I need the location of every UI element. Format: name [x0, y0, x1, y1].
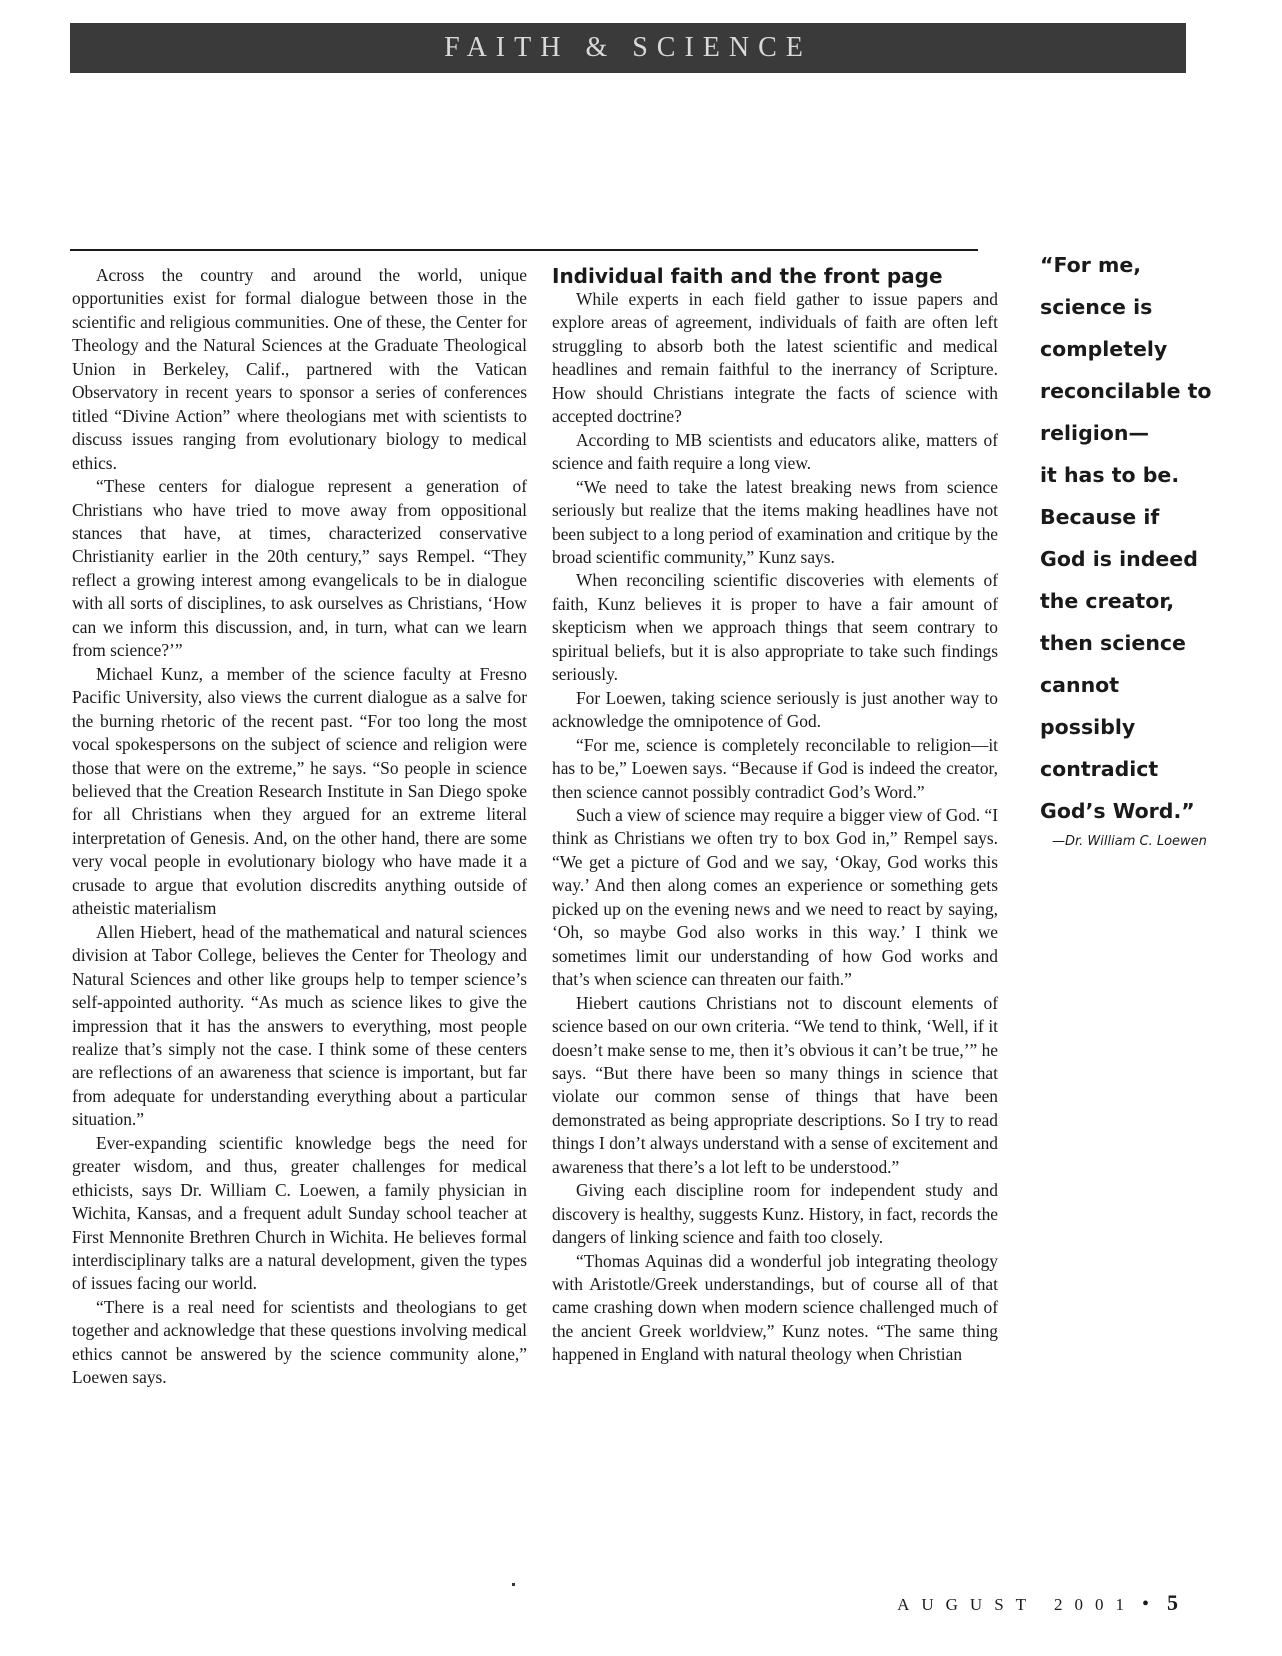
body-paragraph: “There is a real need for scientists and theologians to get together and acknowledge that these questions involving medical ethics cannot be answered by the science community alone,” Loewen says.: [72, 1296, 527, 1388]
body-paragraph: “We need to take the latest breaking news from science seriously but realize that the items making headlines have not been subject to a long period of examination and critique by the broad scientific community,” Kunz says.: [552, 476, 998, 567]
pull-quote-line: science is: [1040, 295, 1153, 319]
article-column-2: [552, 264, 998, 1367]
body-paragraph: For Loewen, taking science seriously is just another way to acknowledge the omnipotence of God.: [552, 687, 998, 732]
pull-quote-line: completely: [1040, 337, 1168, 361]
body-paragraph: Michael Kunz, a member of the science faculty at Fresno Pacific University, also views the current dialogue as a salve for the burning rhetoric of the recent past. “For too long the most vocal spokespersons on the subject of science and religion were those that were on the extreme,” he says. “So people in science believed that the Creation Research Institute in San Diego spoke for all Christians when they argued for an extreme literal interpretation of Genesis. And, on the other hand, there are some very vocal people in evolutionary biology who have made it a crusade to argue that evolution discredits anything outside of atheistic materialism: [72, 663, 527, 919]
body-paragraph: Hiebert cautions Christians not to discount elements of science based on our own criteria. “We tend to think, ‘Well, if it doesn’t make sense to me, then it’s obvious it can’t be true,’” he says. “But there have been so many things in science that violate our common sense of things that have been demonstrated as being appropriate descriptions. So I try to read things I don’t always understand with a sense of excitement and awareness that there’s a lot left to be understood.”: [552, 992, 998, 1177]
pull-quote-line: then science: [1040, 631, 1186, 655]
body-paragraph: Across the country and around the world, unique opportunities exist for formal dialogue between those in the scientific and religious communities. One of these, the Center for Theology and the Natural Sciences at the Graduate Theological Union in Berkeley, Calif., partnered with the Vatican Observatory in recent years to sponsor a series of conferences titled “Divine Action” where theologians met with scientists to discuss issues ranging from evolutionary biology to medical ethics.: [72, 265, 527, 473]
pull-quote-line: “For me,: [1040, 253, 1142, 277]
body-paragraph: While experts in each field gather to issue papers and explore areas of agreement, individuals of faith are often left struggling to absorb both the latest scientific and medical headlines and remain faithful to the inerrancy of Scripture. How should Christians integrate the facts of science with accepted doctrine?: [552, 289, 998, 427]
body-paragraph: Giving each discipline room for independent study and discovery is healthy, suggests Kunz. History, in fact, records the dangers of linking science and faith too closely.: [552, 1180, 998, 1248]
pull-quote: [1040, 244, 1272, 832]
pull-quote-line: it has to be.: [1040, 463, 1180, 487]
body-paragraph: Ever-expanding scientific knowledge begs the need for greater wisdom, and thus, greater challenges for medical ethicists, says Dr. William C. Loewen, a family physician in Wichita, Kansas, and a frequent adult Sunday school teacher at First Mennonite Brethren Church in Wichita. He believes formal interdisciplinary talks are a natural development, given the types of issues facing our world.: [72, 1132, 527, 1294]
body-paragraph: “For me, science is completely reconcilable to religion—it has to be,” Loewen says. “Because if God is indeed the creator, then science cannot possibly contradict God’s Word.”: [552, 734, 998, 802]
page-footer: [897, 1590, 1178, 1616]
pull-quote-line: contradict: [1040, 757, 1159, 781]
pull-quote-attribution: —Dr. William C. Loewen: [1052, 834, 1207, 849]
body-paragraph: According to MB scientists and educators alike, matters of science and faith require a long view.: [552, 429, 998, 474]
pull-quote-line: religion—: [1040, 421, 1149, 445]
article-column-1: [72, 264, 527, 1390]
pull-quote-line: possibly: [1040, 715, 1136, 739]
issue-date: AUGUST 2001: [897, 1595, 1136, 1614]
body-paragraph: Such a view of science may require a bigger view of God. “I think as Christians we often try to box God in,” Rempel says. “We get a picture of God and we say, ‘Okay, God works this way.’ And then along comes an experience or something gets picked up on the evening news and we need to react by saying, ‘Oh, so maybe God also works in this way.’ I think we sometimes limit our understanding of how God works and that’s when science can threaten our faith.”: [552, 804, 998, 990]
pull-quote-line: Because if: [1040, 505, 1160, 529]
body-paragraph: “These centers for dialogue represent a generation of Christians who have tried to move away from oppositional stances that have, at times, characterized conservative Christianity earlier in the 20th century,” says Rempel. “They reflect a growing interest among evangelicals to be in dialogue with all sorts of disciplines, to ask ourselves as Christians, ‘How can we inform this discussion, and, in turn, what can we learn from science?’”: [72, 476, 527, 661]
bullet-separator: •: [1141, 1593, 1149, 1615]
pull-quote-line: God’s Word.”: [1040, 799, 1195, 823]
body-paragraph: “Thomas Aquinas did a wonderful job integrating theology with Aristotle/Greek understandings, but of course all of that came crashing down when modern science challenged much of the ancient Greek worldview,” Kunz notes. “The same thing happened in England with natural theology when Christian: [552, 1250, 998, 1365]
section-title: FAITH & SCIENCE: [444, 32, 812, 63]
stray-dot: [512, 1583, 515, 1586]
body-paragraph: Allen Hiebert, head of the mathematical and natural sciences division at Tabor College, believes the Center for Theology and Natural Sciences and other like groups help to temper science’s self-appointed authority. “As much as science likes to give the impression that it has the answers to everything, most people realize that’s simply not the case. I think some of these centers are reflections of an awareness that science is important, but far from adequate for understanding everything about a particular situation.”: [72, 921, 527, 1130]
body-paragraph: When reconciling scientific discoveries with elements of faith, Kunz believes it is proper to have a fair amount of skepticism when we approach things that seem contrary to spiritual beliefs, but it is also appropriate to take such findings seriously.: [552, 570, 998, 685]
horizontal-rule: [70, 249, 978, 251]
page-number: 5: [1167, 1590, 1178, 1615]
pull-quote-line: cannot: [1040, 673, 1120, 697]
pull-quote-line: reconcilable to: [1040, 379, 1212, 403]
pull-quote-line: the creator,: [1040, 589, 1175, 613]
subheading: Individual faith and the front page: [552, 264, 943, 288]
pull-quote-line: God is indeed: [1040, 547, 1198, 571]
section-header-bar: [70, 23, 1186, 73]
